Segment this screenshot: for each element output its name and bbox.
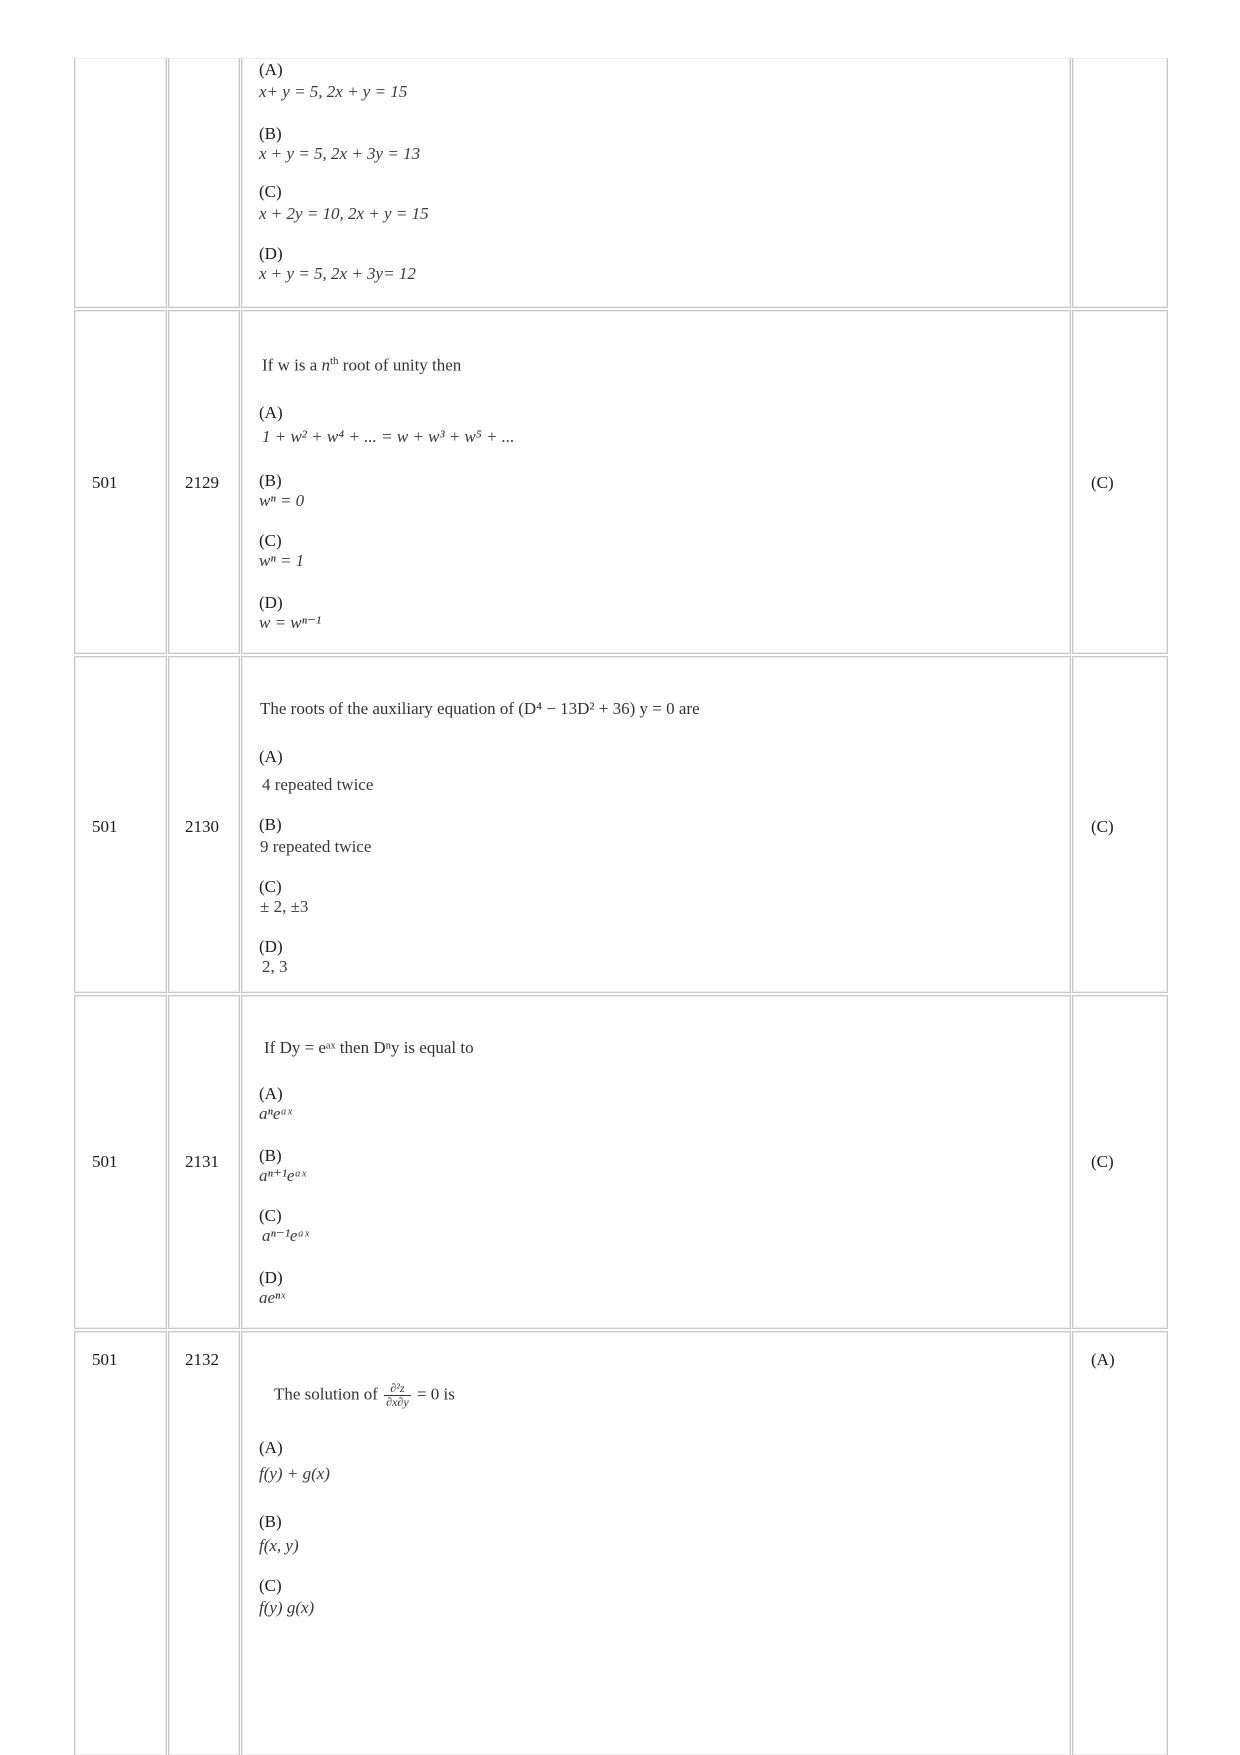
- option-label: (B): [259, 471, 282, 490]
- table-cell-qno: [168, 995, 240, 1329]
- option-label: (A): [259, 60, 283, 79]
- table-cell-question: [241, 656, 1071, 993]
- question-text: If Dy = eᵃˣ then Dⁿy is equal to: [264, 1038, 474, 1057]
- table-cell-question: [241, 58, 1071, 308]
- question-text: If w is a $n^{th}$ root of unity then: [262, 355, 462, 375]
- subject-code: 501: [92, 1152, 118, 1171]
- question-text: The roots of the auxiliary equation of (D⁴ − 13D² + 36) y = 0 are: [260, 699, 700, 718]
- table-cell-answer: [1072, 995, 1168, 1329]
- option-label: (D): [259, 593, 283, 612]
- option-label: (C): [259, 531, 282, 550]
- question-number: 2130: [185, 817, 219, 836]
- option-text: 9 repeated twice: [260, 837, 372, 856]
- answer-key: (A): [1091, 1350, 1115, 1369]
- question-text: The solution of $\frac{\text{∂²z}}{\partial x\partial y}$ = 0 is: [274, 1381, 455, 1409]
- option-label: (B): [259, 1512, 282, 1531]
- option-text: x + y = 5, 2x + 3y = 13: [259, 144, 421, 163]
- option-text: f(y) + g(x): [259, 1464, 330, 1483]
- partial-derivative-fraction: $\frac{\text{∂²z}}{\partial x\partial y}$: [386, 1381, 409, 1409]
- option-text: ± 2, ±3: [260, 897, 309, 916]
- table-cell-answer: [1072, 58, 1168, 308]
- option-text: w = wⁿ⁻¹: [259, 613, 322, 632]
- option-text: aeⁿˣ: [259, 1288, 286, 1307]
- option-text: wⁿ = 0: [259, 491, 305, 510]
- table-cell-answer: [1072, 656, 1168, 993]
- table-cell-subject: [74, 656, 167, 993]
- option-label: (C): [259, 877, 282, 896]
- subject-code: 501: [92, 1350, 118, 1369]
- table-cell-qno: [168, 656, 240, 993]
- option-text: aⁿ⁻¹eᵃˣ: [262, 1226, 310, 1245]
- table-cell-qno: [168, 1331, 240, 1755]
- option-label: (C): [259, 182, 282, 201]
- option-label: (B): [259, 1146, 282, 1165]
- option-text: f(x, y): [259, 1536, 299, 1555]
- option-label: (A): [259, 1438, 283, 1457]
- option-text: 4 repeated twice: [262, 775, 374, 794]
- table-cell-qno: [168, 310, 240, 654]
- table-cell-answer: [1072, 1331, 1168, 1755]
- option-text: f(y) g(x): [259, 1598, 315, 1617]
- table-cell-subject: [74, 1331, 167, 1755]
- question-number: 2131: [185, 1152, 219, 1171]
- table-cell-subject: [74, 995, 167, 1329]
- table-cell-qno: [168, 58, 240, 308]
- answer-key: (C): [1091, 817, 1114, 836]
- option-text: x + y = 5, 2x + 3y= 12: [259, 264, 416, 283]
- option-label: (A): [259, 1084, 283, 1103]
- option-text: x+ y = 5, 2x + y = 15: [259, 82, 408, 101]
- option-label: (B): [259, 815, 282, 834]
- option-text: x + 2y = 10, 2x + y = 15: [259, 204, 429, 223]
- option-label: (D): [259, 244, 283, 263]
- subject-code: 501: [92, 817, 118, 836]
- option-text: aⁿeᵃˣ: [259, 1104, 292, 1123]
- option-label: (D): [259, 937, 283, 956]
- option-text: wⁿ = 1: [259, 551, 305, 570]
- table-cell-question: [241, 995, 1071, 1329]
- table-cell-answer: [1072, 310, 1168, 654]
- answer-key: (C): [1091, 473, 1114, 492]
- table-cell-subject: [74, 310, 167, 654]
- answer-key: (C): [1091, 1152, 1114, 1171]
- question-number: 2132: [185, 1350, 219, 1369]
- option-label: (C): [259, 1576, 282, 1595]
- option-text: 2, 3: [262, 957, 288, 976]
- option-label: (A): [259, 403, 283, 422]
- table-cell-subject: [74, 58, 167, 308]
- option-label: (D): [259, 1268, 283, 1287]
- subject-code: 501: [92, 473, 118, 492]
- option-label: (B): [259, 124, 282, 143]
- question-number: 2129: [185, 473, 219, 492]
- table-cell-question: [241, 310, 1071, 654]
- option-text: aⁿ⁺¹eᵃˣ: [259, 1166, 307, 1185]
- option-label: (C): [259, 1206, 282, 1225]
- option-text: 1 + w² + w⁴ + ... = w + w³ + w⁵ + ...: [262, 427, 515, 446]
- table-cell-question: [241, 1331, 1071, 1755]
- option-label: (A): [259, 747, 283, 766]
